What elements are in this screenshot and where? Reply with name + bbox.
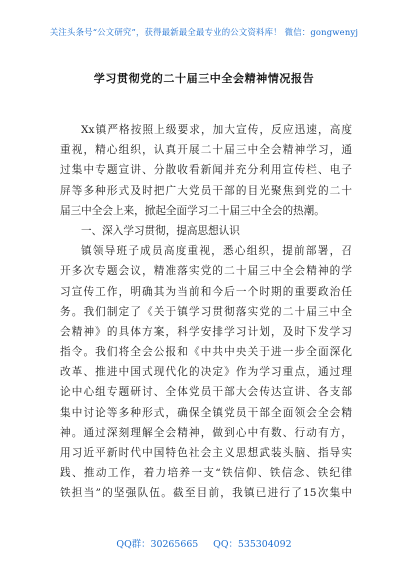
paragraph-line: Xx镇严格按照上级要求，加大宣传，反应迅速，高度 (81, 124, 352, 136)
paragraph-line: 届三中全会上来，掀起全面学习二十届三中全会的热潮。 (60, 204, 325, 217)
paragraph-line: 论中心组专题研讨、全体党员干部大会传达宣讲、各支部 (60, 386, 352, 399)
paragraph-line: 镇领导班子成员高度重视，悉心组织，提前部署，召 (81, 245, 352, 258)
paragraph-line: 重视，精心组织，认真开展二十届三中全会精神学习，通 (60, 144, 352, 157)
paragraph-line: 践、推动工作，着力培养一支“铁信仰、铁信念、铁纪律 (60, 467, 352, 480)
header-note: 关注头条号“公文研究”，获得最新最全最专业的公文资料库！ 微信：gongwenyj (49, 27, 359, 37)
paragraph-line: 改革、推进中国式现代化的决定》作为学习重点，通过理 (60, 366, 352, 379)
footer-contact: QQ群：30265665 QQ：535304092 (116, 539, 292, 550)
paragraph-line: 屏等多种形式及时把广大党员干部的目光聚焦到党的二十 (60, 184, 352, 197)
paragraph-line: 习宣传工作，明确其为当前和今后一个时期的重要政治任 (60, 285, 352, 298)
section-heading: 一、深入学习贯彻，提高思想认识 (81, 224, 240, 237)
paragraph-line: 神。通过深刻理解全会精神，做到心中有数、行动有方， (60, 426, 352, 439)
paragraph-line: 指令。我们将全会公报和《中共中央关于进一步全面深化 (60, 346, 352, 359)
paragraph-line: 集中讨论等多种形式，确保全镇党员干部全面领会全会精 (60, 406, 352, 419)
document-title: 学习贯彻党的二十届三中全会精神情况报告 (93, 72, 315, 85)
paragraph-line: 会精神》的具体方案，科学安排学习计划，及时下发学习 (60, 325, 352, 338)
document-body (60, 120, 352, 504)
paragraph-line: 开多次专题会议，精准落实党的二十届三中全会精神的学 (60, 265, 352, 278)
paragraph-line: 务。我们制定了《关于镇学习贯彻落实党的二十届三中全 (60, 305, 352, 318)
paragraph-line: 铁担当”的坚强队伍。截至目前，我镇已进行了15次集中 (60, 487, 352, 500)
paragraph-line: 用习近平新时代中国特色社会主义思想武装头脑、指导实 (60, 447, 352, 459)
paragraph-line: 过集中专题宣讲、分散收看新闻并充分利用宣传栏、电子 (60, 164, 352, 177)
